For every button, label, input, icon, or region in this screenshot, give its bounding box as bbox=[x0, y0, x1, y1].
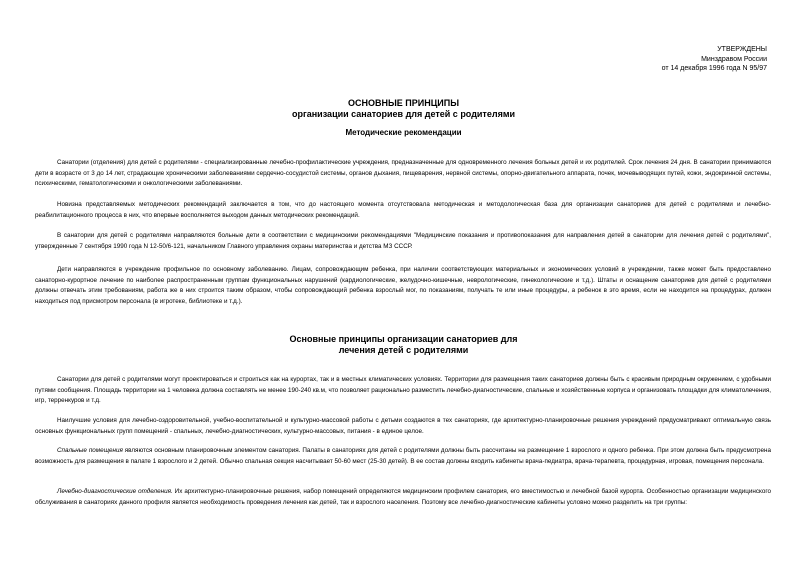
approval-line-1: УТВЕРЖДЕНЫ bbox=[717, 46, 767, 53]
diagnostic-departments-lead: Лечебно-диагностические отделения. bbox=[57, 488, 173, 495]
section-heading bbox=[0, 334, 807, 356]
section-heading-line-2: лечения детей с родителями bbox=[338, 345, 469, 355]
paragraph-intro-1: Санатории (отделения) для детей с родителями - специализированные лечебно-профилактические учреждения, предназначенные для одновременного лечения больных детей и их родителей. Срок лечения 24 дня. В санатории принимаются дети в возрасте от 3 до 14 лет, страдающие хроническими заболеваниями сердечно-сосудистой системы, органов дыхания, пищеварения, нервной системы, опорно-двигательного аппарата, почек, мочевыводящих путей, кожи, эндокринной системы, психическими, гематологическими и онкологическими заболеваниями. bbox=[35, 159, 771, 187]
approval-line-2: Минздравом России bbox=[701, 55, 767, 63]
paragraph-main-2: Наилучшие условия для лечебно-оздоровительной, учебно-воспитательной и культурно-массовой работы с детьми создаются в тех санаториях, где архитектурно-планировочные решения учреждений предусматривают оптимальную связь основных функциональных групп помещений - спальных, лечебно-диагностических, культурно-массовых, питания - в единое целое. bbox=[35, 417, 771, 435]
paragraph-sleeping-rooms bbox=[35, 446, 771, 467]
title-line-2: организации санаториев для детей с родителями bbox=[291, 109, 516, 119]
document-title bbox=[0, 98, 807, 120]
paragraph-main-1: Санатории для детей с родителями могут проектироваться и строиться как на курортах, так и в местных климатических условиях. Территории для размещения таких санаториев должны быть с красивым природным окружением, с удобными путями сообщения. Площадь территории на 1 человека должна составлять не менее 190-240 кв.м, что позволяет рационально разместить лечебно-диагностические, спальные и хозяйственные корпуса и организовать площадки для климатолечения, игр, терренкуров и т.д. bbox=[35, 376, 771, 404]
sleeping-rooms-lead: Спальные помещения bbox=[57, 447, 123, 454]
diagnostic-departments-text: Их архитектурно-планировочные решения, набор помещений определяются медицинским профилем санатория, его вместимостью и лечебной базой курорта. Особенностью организации медицинского обслуживания в санаториях данного профиля является необходимость проведения лечения как детей, так и взрослого населения. Поэтому все лечебно-диагностические кабинеты условно можно разделить на три группы: bbox=[35, 488, 772, 506]
paragraph-intro-2: Новизна представляемых методических рекомендаций заключается в том, что до настоящего момента отсутствовала методическая и методологическая база для организации санаториев для детей с родителями и лечебно-реабилитационного процесса в них, что впервые восполняется выходом данных методических рекомендаций. bbox=[35, 201, 771, 219]
document-subtitle: Методические рекомендации bbox=[345, 128, 462, 137]
sleeping-rooms-text: являются основным планировочным элементом санатория. Палаты в санаториях для детей с родителями должны быть рассчитаны на размещение 1 взрослого и одного ребенка. При этом должна быть предусмотрена возможность для размещения в палате 1 взрослого и 2 детей. Обычно спальная секция насчитывает 50-60 мест (25-30 детей). В ее состав должны входить кабинеты врача-педиатра, врача-терапевта, процедурная, игровая, помещения персонала. bbox=[35, 447, 772, 465]
approval-line-3: от 14 декабря 1996 года N 95/97 bbox=[661, 65, 767, 72]
paragraph-diagnostic-departments bbox=[35, 487, 771, 508]
paragraph-intro-3: В санатории для детей с родителями направляются больные дети в соответствии с медицинскими рекомендациями "Медицинские показания и противопоказания для направления детей в санатории для лечения детей с родителями", утвержденные 7 сентября 1990 года N 12-50/6-121, начальником Главного управления охраны материнства и детства МЗ СССР. bbox=[35, 232, 771, 250]
title-line-1: ОСНОВНЫЕ ПРИНЦИПЫ bbox=[347, 98, 460, 108]
paragraph-intro-4: Дети направляются в учреждение профильное по основному заболеванию. Лицам, сопровождающим ребенка, при наличии соответствующих материальных и экономических условий в учреждении, также может быть предоставлено санаторно-курортное лечение по наиболее распространенным группам функциональных нарушений (кардиологические, желудочно-кишечные, неврологические, гинекологические и т.д.). Штаты и оснащение санаториев для детей с родителями должны отвечать этим требованиям, работа же в них строится таким образом, чтобы сопровождающий ребенка взрослый мог, по показаниям, получать те или иные процедуры, а ребенок в это время, если не находится на процедурах, должен находиться под присмотром персонала (в игротеке, библиотеке и т.д.). bbox=[35, 266, 771, 305]
approval-stamp bbox=[662, 45, 767, 74]
section-heading-line-1: Основные принципы организации санаториев для bbox=[289, 334, 518, 344]
